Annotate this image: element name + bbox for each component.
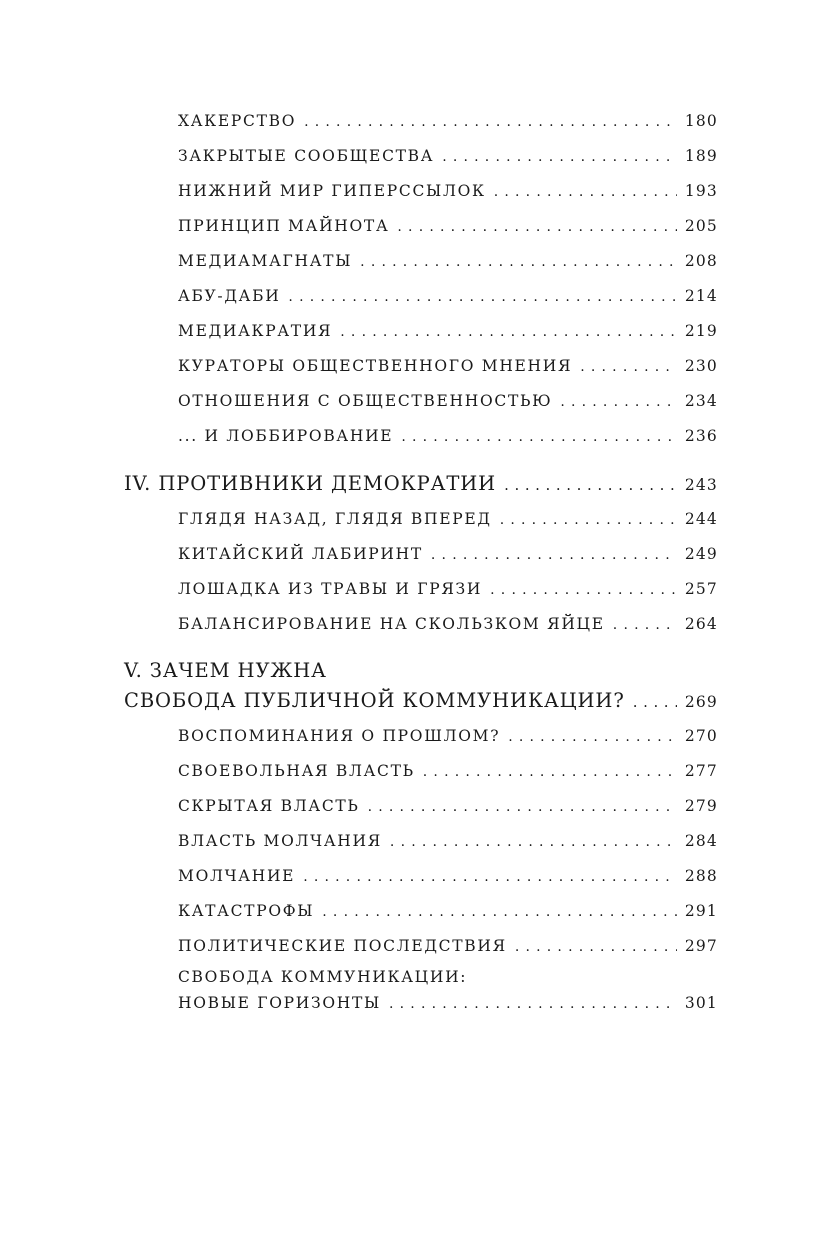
dot-leader [580,359,677,375]
toc-entry-page: 277 [684,762,718,780]
toc-entry[interactable] [178,545,718,563]
toc-chapter-v[interactable] [124,689,718,712]
toc-entry-title: ХАКЕРСТВО [178,112,297,130]
toc-entry-page: 236 [684,427,718,445]
chapter-title-line1: V. ЗАЧЕМ НУЖНА [124,659,327,682]
toc-entry-title: ГЛЯДЯ НАЗАД, ГЛЯДЯ ВПЕРЕД [178,510,492,528]
toc-entry-page: 264 [684,615,718,633]
toc-entry[interactable] [178,217,718,235]
toc-entry-page: 288 [684,867,718,885]
toc-entry-title: АБУ-ДАБИ [178,287,281,305]
toc-entry-page: 270 [684,727,718,745]
chapter-page: 243 [684,476,718,494]
toc-entry-title: ПРИНЦИП МАЙНОТА [178,217,390,235]
dot-leader [431,547,677,563]
toc-entry-page: 205 [684,217,718,235]
toc-entry[interactable] [178,322,718,340]
toc-entry[interactable] [178,797,718,815]
chapter-title: IV. ПРОТИВНИКИ ДЕМОКРАТИИ [124,472,497,495]
dot-leader [304,114,677,130]
toc-entry-title: СКРЫТАЯ ВЛАСТЬ [178,797,360,815]
toc-entry-page: 219 [684,322,718,340]
dot-leader [360,254,677,270]
dot-leader [490,582,677,598]
toc-entry[interactable] [178,112,718,130]
toc-entry-title: МЕДИАКРАТИЯ [178,322,333,340]
toc-entry-title: БАЛАНСИРОВАНИЕ НА СКОЛЬЗКОМ ЯЙЦЕ [178,615,605,633]
toc-entry-title: СВОЕВОЛЬНАЯ ВЛАСТЬ [178,762,415,780]
toc-chapter-iv[interactable] [124,472,718,495]
dot-leader [322,904,677,920]
dot-leader [442,149,677,165]
toc-entry[interactable] [178,762,718,780]
toc-entry[interactable] [178,727,718,745]
toc-entry-title: ВОСПОМИНАНИЯ О ПРОШЛОМ? [178,727,501,745]
toc-entry-page: 279 [684,797,718,815]
dot-leader [389,996,677,1012]
dot-leader [504,476,677,494]
toc-entry[interactable] [178,580,718,598]
chapter-title-line2: СВОБОДА ПУБЛИЧНОЙ КОММУНИКАЦИИ? [124,689,625,712]
dot-leader [390,834,677,850]
toc-entry[interactable] [178,510,718,528]
dot-leader [368,799,677,815]
toc-entry-page: 234 [684,392,718,410]
toc-entry-title: КУРАТОРЫ ОБЩЕСТВЕННОГО МНЕНИЯ [178,357,573,375]
dot-leader [508,729,677,745]
toc-entry-title: ЗАКРЫТЫЕ СООБЩЕСТВА [178,147,435,165]
toc-entry-title: МОЛЧАНИЕ [178,867,296,885]
dot-leader [288,289,676,305]
dot-leader [303,869,677,885]
toc-entry-page: 297 [684,937,718,955]
toc-entry-title: ОТНОШЕНИЯ С ОБЩЕСТВЕННОСТЬЮ [178,392,553,410]
toc-entry[interactable] [178,937,718,955]
toc-entry[interactable] [178,427,718,445]
dot-leader [633,693,677,711]
toc-entry-page: 208 [684,252,718,270]
toc-entry[interactable] [178,832,718,850]
toc-entry-title: НИЖНИЙ МИР ГИПЕРССЫЛОК [178,182,486,200]
dot-leader [515,939,677,955]
toc-entry-title: КАТАСТРОФЫ [178,902,315,920]
toc-entry-title: ЛОШАДКА ИЗ ТРАВЫ И ГРЯЗИ [178,580,483,598]
toc-entry[interactable] [178,994,718,1012]
toc-entry-title-line1: СВОБОДА КОММУНИКАЦИИ: [178,968,468,986]
toc-entry[interactable] [178,867,718,885]
toc-entry-page: 180 [684,112,718,130]
toc-entry[interactable] [178,357,718,375]
dot-leader [397,219,676,235]
toc-entry-title: КИТАЙСКИЙ ЛАБИРИНТ [178,545,423,563]
dot-leader [494,184,677,200]
toc-entry[interactable] [178,287,718,305]
toc-entry-page: 284 [684,832,718,850]
toc-entry-page: 249 [684,545,718,563]
toc-entry-page: 214 [684,287,718,305]
dot-leader [560,394,676,410]
dot-leader [340,324,677,340]
toc-entry-title: МЕДИАМАГНАТЫ [178,252,353,270]
toc-entry[interactable] [178,902,718,920]
toc-entry[interactable] [178,392,718,410]
toc-entry-page: 193 [684,182,718,200]
dot-leader [401,429,677,445]
chapter-page: 269 [684,693,718,711]
toc-entry-page: 291 [684,902,718,920]
toc-entry-page: 244 [684,510,718,528]
toc-entry-title: ПОЛИТИЧЕСКИЕ ПОСЛЕДСТВИЯ [178,937,507,955]
toc-entry-page: 230 [684,357,718,375]
toc-entry-page: 301 [684,994,718,1012]
toc-entry[interactable] [178,147,718,165]
toc-entry[interactable] [178,615,718,633]
toc-entry-page: 189 [684,147,718,165]
dot-leader [613,617,677,633]
toc-entry[interactable] [178,182,718,200]
toc-entry-title: ... И ЛОББИРОВАНИЕ [178,427,394,445]
toc-entry-title-line2: НОВЫЕ ГОРИЗОНТЫ [178,994,381,1012]
dot-leader [500,512,677,528]
dot-leader [423,764,677,780]
toc-entry-page: 257 [684,580,718,598]
toc-entry[interactable] [178,252,718,270]
toc-entry-title: ВЛАСТЬ МОЛЧАНИЯ [178,832,382,850]
